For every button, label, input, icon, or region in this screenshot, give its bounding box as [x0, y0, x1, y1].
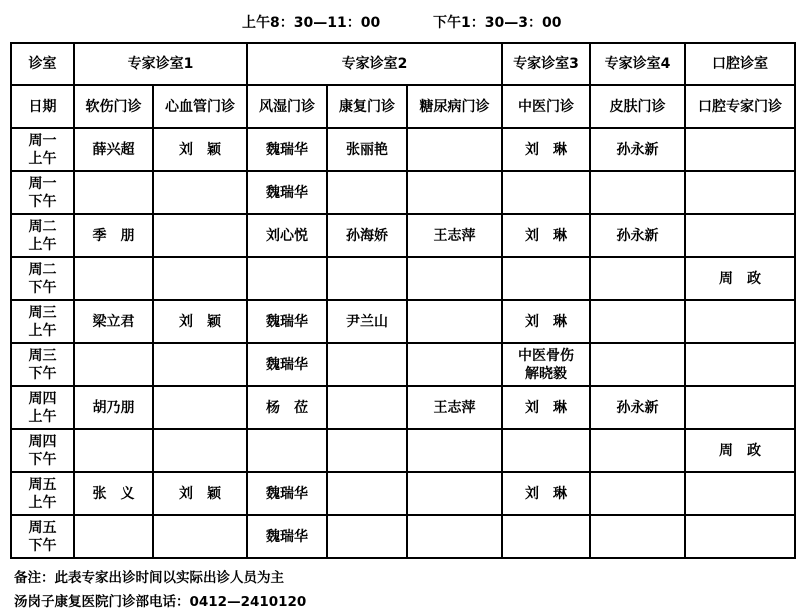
day-cell [11, 429, 74, 472]
room-header: 专家诊室1 [74, 43, 247, 85]
doctor-cell: 张丽艳 [327, 128, 407, 171]
doctor-cell [327, 171, 407, 214]
day-cell [11, 300, 74, 343]
schedule-body [11, 128, 795, 558]
clinic-header: 皮肤门诊 [590, 85, 685, 128]
day-cell [11, 343, 74, 386]
doctor-cell [407, 257, 502, 300]
doctor-cell: 梁立君 [74, 300, 153, 343]
room-header: 专家诊室4 [590, 43, 685, 85]
room-header-row [11, 43, 795, 85]
doctor-cell [407, 128, 502, 171]
period-label: 上午 [28, 322, 57, 339]
doctor-cell [590, 171, 685, 214]
doctor-cell: 周 政 [685, 257, 795, 300]
doctor-cell: 张 义 [74, 472, 153, 515]
doctor-cell [590, 343, 685, 386]
doctor-cell [685, 515, 795, 558]
footer-notes [14, 566, 306, 614]
doctor-cell [153, 515, 247, 558]
doctor-cell: 刘心悦 [247, 214, 327, 257]
doctor-cell [153, 386, 247, 429]
doctor-cell: 刘 琳 [502, 300, 590, 343]
weekday-label: 周五 [28, 476, 57, 493]
day-cell [11, 128, 74, 171]
room-header: 专家诊室3 [502, 43, 590, 85]
schedule-row [11, 257, 795, 300]
clinic-header: 康复门诊 [327, 85, 407, 128]
doctor-cell [153, 343, 247, 386]
doctor-cell: 魏瑞华 [247, 300, 327, 343]
day-cell [11, 171, 74, 214]
doctor-cell: 魏瑞华 [247, 171, 327, 214]
day-cell [11, 472, 74, 515]
schedule-row [11, 343, 795, 386]
doctor-cell: 孙永新 [590, 214, 685, 257]
doctor-cell: 魏瑞华 [247, 128, 327, 171]
doctor-cell [590, 515, 685, 558]
weekday-label: 周三 [28, 304, 57, 321]
period-label: 下午 [28, 365, 57, 382]
clinic-header: 口腔专家门诊 [685, 85, 795, 128]
schedule-row [11, 128, 795, 171]
doctor-cell [590, 257, 685, 300]
doctor-cell: 刘 颖 [153, 128, 247, 171]
doctor-cell [153, 171, 247, 214]
doctor-cell [590, 300, 685, 343]
weekday-label: 周四 [28, 433, 57, 450]
period-label: 上午 [28, 408, 57, 425]
doctor-cell: 中医骨伤 解晓毅 [502, 343, 590, 386]
schedule-row [11, 386, 795, 429]
schedule-table [10, 42, 796, 559]
weekday-label: 周一 [28, 132, 57, 149]
doctor-cell [685, 472, 795, 515]
clinic-header: 心血管门诊 [153, 85, 247, 128]
doctor-cell: 刘 颖 [153, 472, 247, 515]
doctor-cell: 刘 琳 [502, 214, 590, 257]
doctor-cell: 孙永新 [590, 386, 685, 429]
weekday-label: 周三 [28, 347, 57, 364]
doctor-cell: 薛兴超 [74, 128, 153, 171]
doctor-cell [74, 429, 153, 472]
doctor-cell [590, 472, 685, 515]
doctor-cell: 杨 莅 [247, 386, 327, 429]
doctor-cell: 刘 琳 [502, 386, 590, 429]
schedule-row [11, 300, 795, 343]
period-label: 下午 [28, 451, 57, 468]
room-header: 口腔诊室 [685, 43, 795, 85]
day-cell [11, 515, 74, 558]
doctor-cell [502, 515, 590, 558]
doctor-cell [74, 343, 153, 386]
doctor-cell [590, 429, 685, 472]
date-label: 日期 [11, 85, 74, 128]
doctor-cell [327, 343, 407, 386]
weekday-label: 周四 [28, 390, 57, 407]
schedule-row [11, 429, 795, 472]
doctor-cell: 尹兰山 [327, 300, 407, 343]
doctor-cell [685, 300, 795, 343]
period-label: 下午 [28, 193, 57, 210]
doctor-cell [327, 386, 407, 429]
period-label: 上午 [28, 236, 57, 253]
doctor-cell [74, 257, 153, 300]
room-header: 专家诊室2 [247, 43, 502, 85]
clinic-header: 软伤门诊 [74, 85, 153, 128]
day-cell [11, 257, 74, 300]
doctor-cell: 季 朋 [74, 214, 153, 257]
doctor-cell: 刘 琳 [502, 128, 590, 171]
doctor-cell: 孙海娇 [327, 214, 407, 257]
doctor-cell [153, 257, 247, 300]
clinic-header: 中医门诊 [502, 85, 590, 128]
doctor-cell [407, 343, 502, 386]
day-cell [11, 386, 74, 429]
doctor-cell [685, 128, 795, 171]
doctor-cell [407, 300, 502, 343]
doctor-cell [74, 171, 153, 214]
weekday-label: 周二 [28, 218, 57, 235]
doctor-cell [685, 386, 795, 429]
doctor-cell: 孙永新 [590, 128, 685, 171]
weekday-label: 周一 [28, 175, 57, 192]
remark-text: 备注：此表专家出诊时间以实际出诊人员为主 [14, 570, 284, 586]
weekday-label: 周二 [28, 261, 57, 278]
doctor-cell [74, 515, 153, 558]
weekday-label: 周五 [28, 519, 57, 536]
doctor-cell: 王志萍 [407, 214, 502, 257]
period-label: 上午 [28, 494, 57, 511]
schedule-row [11, 214, 795, 257]
doctor-cell [502, 171, 590, 214]
day-cell [11, 214, 74, 257]
doctor-cell [407, 429, 502, 472]
doctor-cell [685, 343, 795, 386]
doctor-cell [502, 429, 590, 472]
doctor-cell: 胡乃朋 [74, 386, 153, 429]
doctor-cell [247, 257, 327, 300]
clinic-header: 风湿门诊 [247, 85, 327, 128]
afternoon-hours: 下午1：30—3：00 [433, 15, 562, 31]
schedule-row [11, 472, 795, 515]
period-label: 上午 [28, 150, 57, 167]
doctor-cell: 魏瑞华 [247, 515, 327, 558]
clinic-hours [0, 12, 809, 34]
doctor-cell [407, 171, 502, 214]
doctor-cell [153, 429, 247, 472]
morning-hours: 上午8：30—11：00 [242, 15, 381, 31]
doctor-cell: 刘 琳 [502, 472, 590, 515]
period-label: 下午 [28, 537, 57, 554]
doctor-cell [502, 257, 590, 300]
room-label: 诊室 [11, 43, 74, 85]
doctor-cell [327, 472, 407, 515]
doctor-cell: 周 政 [685, 429, 795, 472]
doctor-cell [247, 429, 327, 472]
schedule-row [11, 515, 795, 558]
period-label: 下午 [28, 279, 57, 296]
doctor-cell [153, 214, 247, 257]
doctor-cell: 魏瑞华 [247, 343, 327, 386]
doctor-cell [685, 214, 795, 257]
phone-text: 汤岗子康复医院门诊部电话：0412—2410120 [14, 594, 307, 610]
clinic-header-row [11, 85, 795, 128]
doctor-cell: 刘 颖 [153, 300, 247, 343]
doctor-cell [327, 515, 407, 558]
doctor-cell [407, 472, 502, 515]
schedule-row [11, 171, 795, 214]
doctor-cell [327, 429, 407, 472]
doctor-cell [685, 171, 795, 214]
doctor-cell: 魏瑞华 [247, 472, 327, 515]
clinic-header: 糖尿病门诊 [407, 85, 502, 128]
doctor-cell [407, 515, 502, 558]
doctor-cell [327, 257, 407, 300]
doctor-cell: 王志萍 [407, 386, 502, 429]
